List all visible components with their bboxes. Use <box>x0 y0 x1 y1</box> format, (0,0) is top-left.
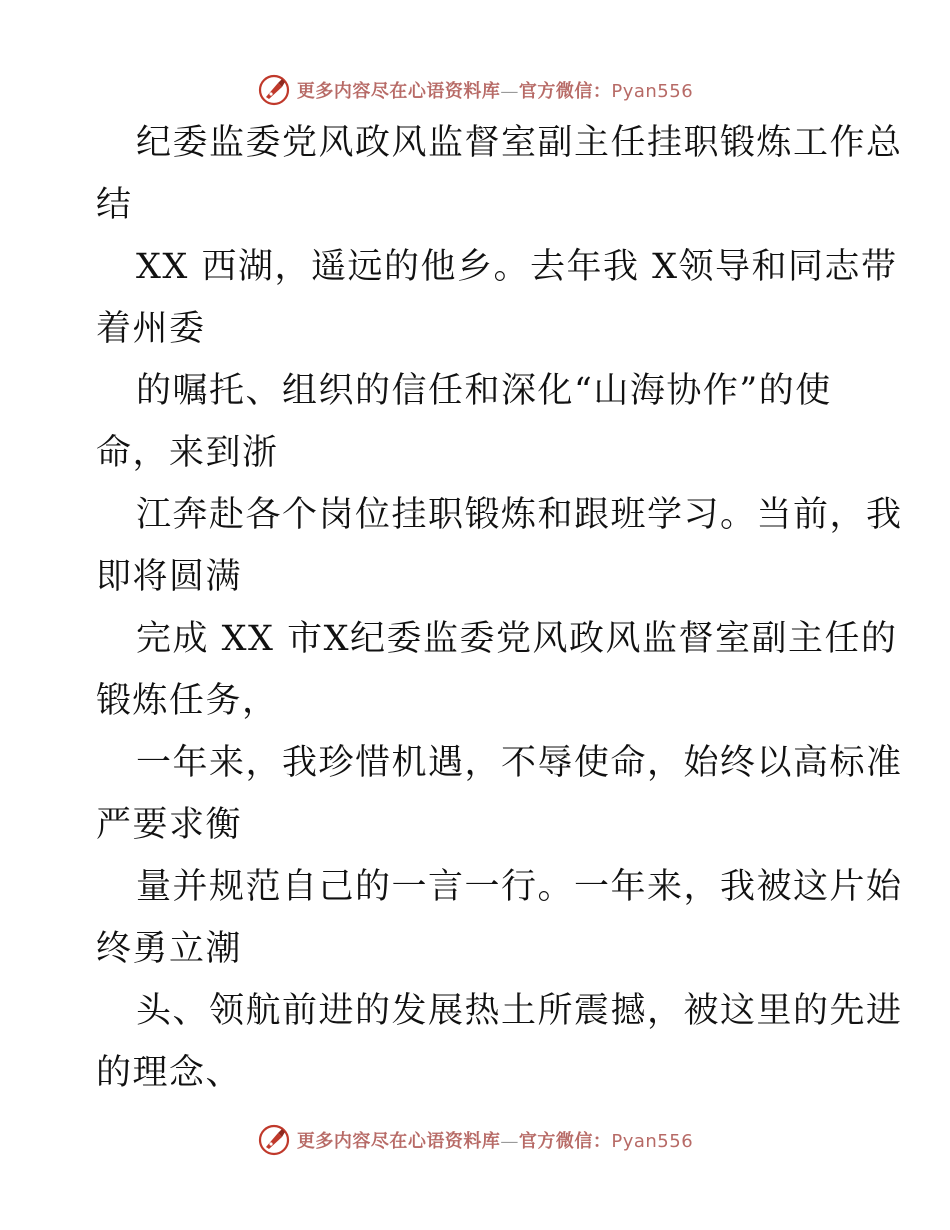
paragraph-first-line: 纪委监委党风政风监督室副主任挂职锻炼工作总 <box>136 123 903 163</box>
paragraph-continuation: 终勇立潮 <box>96 929 243 969</box>
footer-watermark <box>0 1120 950 1160</box>
paragraph-continuation: 命，来到浙 <box>96 433 279 473</box>
paragraph-continuation: 严要求衡 <box>96 805 243 845</box>
paragraph <box>96 112 903 236</box>
document-body <box>96 112 903 1104</box>
paragraph-continuation: 的理念、 <box>96 1053 243 1093</box>
paragraph-first-line: 一年来，我珍惜机遇，不辱使命，始终以高标准 <box>136 743 903 783</box>
watermark-contact-label: 官方微信： <box>518 81 612 102</box>
watermark-contact-id: Pyan556 <box>611 81 694 102</box>
paragraph-first-line: 江奔赴各个岗位挂职锻炼和跟班学习。当前，我 <box>136 495 903 535</box>
paragraph-first-line: 的嘱托、组织的信任和深化“山海协作”的使 <box>136 371 832 411</box>
watermark-brand: 更多内容尽在心语资料库 <box>296 1131 501 1152</box>
paragraph <box>96 980 903 1104</box>
watermark-contact-id: Pyan556 <box>611 1131 694 1152</box>
paragraph <box>96 484 903 608</box>
watermark-brand: 更多内容尽在心语资料库 <box>296 81 501 102</box>
paragraph-first-line: 量并规范自己的一言一行。一年来，我被这片始 <box>136 867 903 907</box>
watermark-dash: — <box>500 81 519 102</box>
watermark-dash: — <box>500 1131 519 1152</box>
paragraph-continuation: 结 <box>96 185 133 225</box>
paragraph <box>96 608 898 732</box>
paragraph <box>96 856 903 980</box>
paragraph-continuation: 锻炼任务， <box>96 681 279 721</box>
paragraph-first-line: 头、领航前进的发展热土所震撼，被这里的先进 <box>136 991 903 1031</box>
watermark-text <box>297 77 693 103</box>
pen-nib-logo-icon <box>257 73 291 107</box>
paragraph-continuation: 即将圆满 <box>96 557 243 597</box>
paragraph <box>96 360 856 484</box>
pen-nib-logo-icon <box>257 1123 291 1157</box>
paragraph-first-line: XX 西湖，遥远的他乡。去年我 X领导和同志带 <box>136 247 898 287</box>
watermark-contact-label: 官方微信： <box>518 1131 612 1152</box>
paragraph-continuation: 着州委 <box>96 309 206 349</box>
watermark-text <box>297 1127 693 1153</box>
paragraph <box>96 732 903 856</box>
header-watermark <box>0 70 950 110</box>
paragraph-first-line: 完成 XX 市X纪委监委党风政风监督室副主任的 <box>136 619 898 659</box>
paragraph <box>96 236 898 360</box>
